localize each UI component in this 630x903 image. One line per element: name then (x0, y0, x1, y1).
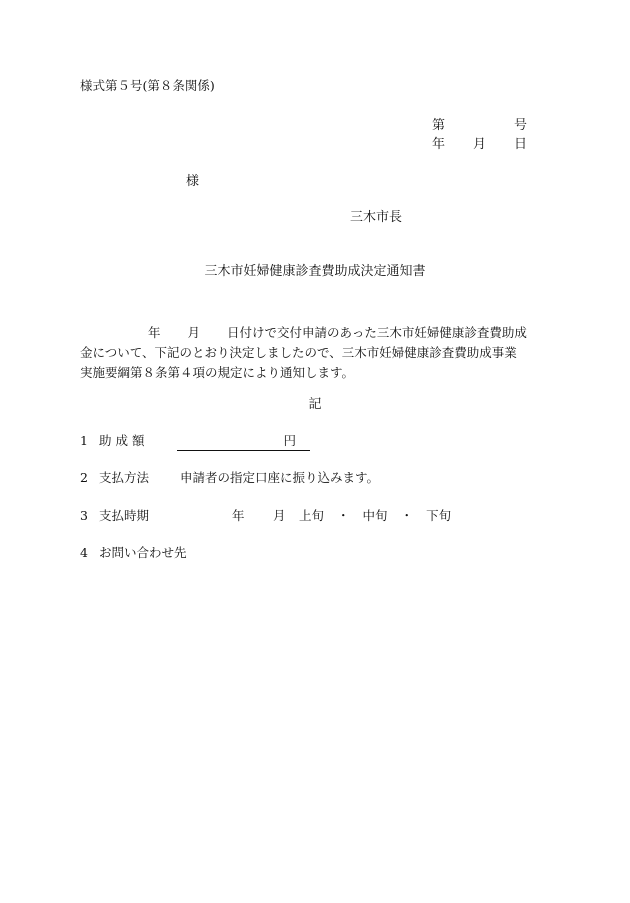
item-label: 支払方法 (99, 470, 150, 485)
payment-method-value: 申請者の指定口座に振り込みます。 (180, 470, 380, 485)
item-label: お問い合わせ先 (99, 545, 187, 560)
body-line-2: 金について、下記のとおり決定しましたので、三木市妊婦健康診査費助成事業 (80, 345, 517, 360)
timing-separator: ・ (400, 508, 414, 523)
ki-heading: 記 (308, 397, 322, 412)
item-number: 3 (80, 508, 88, 523)
item-payment-method (80, 472, 480, 488)
date-year: 年 (432, 137, 446, 152)
timing-option-early: 上旬 (299, 508, 325, 523)
item-label: 支払時期 (99, 508, 150, 523)
body-month: 月 (187, 325, 201, 340)
date-month: 月 (473, 137, 487, 152)
number-suffix: 号 (514, 118, 528, 133)
timing-separator: ・ (337, 508, 350, 523)
amount-field (177, 434, 310, 451)
notice-body (80, 323, 560, 383)
timing-option-mid: 中旬 (362, 508, 388, 523)
timing-year: 年 (232, 508, 245, 523)
timing-month: 月 (273, 508, 286, 523)
document-title: 三木市妊婦健康診査費助成決定通知書 (204, 264, 426, 279)
date-day: 日 (514, 137, 528, 152)
body-year: 年 (148, 325, 161, 340)
item-payment-timing (80, 510, 500, 526)
body-line-1-text: 日付けで交付申請のあった三木市妊婦健康診査費助成 (227, 325, 527, 340)
item-contact (80, 547, 380, 563)
item-label: 助 成 額 (99, 433, 145, 448)
body-line-1 (80, 323, 560, 343)
sender-name: 三木市長 (350, 210, 403, 225)
body-line-3: 実施要綱第８条第４項の規定により通知します。 (80, 365, 355, 380)
item-number: 1 (80, 433, 88, 448)
timing-option-late: 下旬 (426, 508, 452, 523)
item-subsidy-amount (80, 435, 380, 451)
timing-options (299, 510, 451, 523)
item-number: 4 (80, 545, 88, 560)
number-prefix: 第 (432, 118, 446, 133)
item-number: 2 (80, 470, 88, 485)
yen-unit: 円 (283, 433, 296, 448)
addressee: 様 (186, 174, 200, 189)
form-number-label: 様式第５号(第８条関係) (80, 78, 215, 93)
